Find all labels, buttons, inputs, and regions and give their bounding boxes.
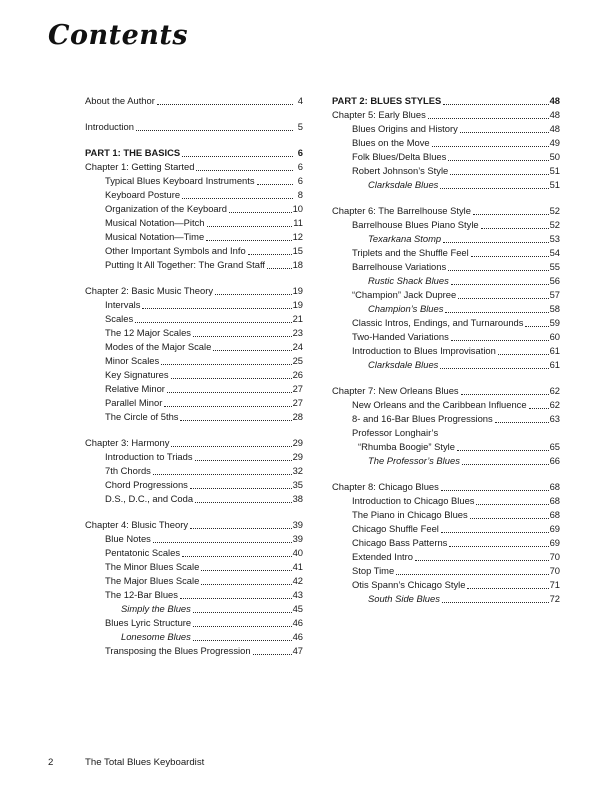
toc-group [85,120,303,134]
toc-entry-page: 46 [292,617,303,628]
toc-entry-page: 61 [549,345,560,356]
toc-entry-label: Chapter 7: New Orleans Blues [332,385,459,396]
leader-dots [471,204,550,218]
leader-dots [465,578,549,592]
toc-entry [85,602,303,616]
leader-dots [227,202,293,216]
leader-dots [474,494,549,508]
toc-entry [332,494,560,508]
toc-entry-page: 68 [549,509,560,520]
toc-entry-label: Professor Longhair’s [352,427,439,438]
toc-entry-label: Blues Lyric Structure [105,617,192,628]
toc-entry-page: 5 [297,121,303,132]
toc-entry [85,146,303,160]
toc-entry-label: Organization of the Keyboard [105,203,227,214]
leader-dots [155,94,294,108]
toc-group [85,436,303,506]
toc-entry [85,368,303,382]
leader-dots [438,178,549,192]
toc-entry-page: 11 [293,217,303,228]
toc-entry-label: PART 2: BLUES STYLES [332,95,442,106]
toc-entry [332,288,560,302]
toc-entry-label: Chapter 8: Chicago Blues [332,481,439,492]
toc-entry [85,230,303,244]
toc-entry [85,258,303,272]
toc-entry-label: Chapter 2: Basic Music Theory [85,285,214,296]
toc-entry-page: 50 [549,151,560,162]
toc-entry-page: 59 [549,317,560,328]
footer-book-title: The Total Blues Keyboardist [85,757,205,768]
leader-dots [199,574,292,588]
toc-entry-label: PART 1: THE BASICS [85,147,181,158]
toc-entry-label: About the Author [85,95,155,106]
leader-dots [188,518,293,532]
leader-dots [180,146,294,160]
toc-entry [85,588,303,602]
toc-entry-page: 39 [292,533,303,544]
footer-page-number: 2 [48,757,54,768]
toc-entry-label: Keyboard Posture [105,189,181,200]
toc-entry-label: The Major Blues Scale [105,575,200,586]
leader-dots [455,440,550,454]
toc-entry-label: Chapter 5: Early Blues [332,109,426,120]
toc-entry-label: The Professor’s Blues [368,455,460,466]
toc-entry [85,450,303,464]
leader-dots [439,522,550,536]
toc-entry-page: 32 [292,465,303,476]
toc-entry-page: 23 [292,327,303,338]
toc-entry-page: 29 [292,437,303,448]
toc-entry [332,136,560,150]
leader-dots [443,302,549,316]
leader-dots [205,216,294,230]
leader-dots [426,108,550,122]
toc-entry-label: South Side Blues [368,593,440,604]
leader-dots [188,478,293,492]
leader-dots [446,260,549,274]
toc-entry [85,436,303,450]
toc-entry [85,382,303,396]
toc-entry-label: Typical Blues Keyboard Instruments [105,175,255,186]
toc-entry-page: 69 [549,537,560,548]
toc-entry-page: 25 [292,355,303,366]
toc-entry-label: Otis Spann’s Chicago Style [352,579,466,590]
toc-entry [85,354,303,368]
toc-entry [332,398,560,412]
toc-entry [332,384,560,398]
toc-entry-label: The Piano in Chicago Blues [352,509,468,520]
toc-entry [332,204,560,218]
leader-dots [211,340,292,354]
toc-entry-page: 27 [292,383,303,394]
toc-entry-label: Scales [105,313,134,324]
toc-entry-page: 61 [549,359,560,370]
toc-entry-label: Key Signatures [105,369,169,380]
toc-entry-label: Rustic Shack Blues [368,275,449,286]
toc-entry-page: 27 [292,397,303,408]
toc-entry [85,312,303,326]
toc-entry [332,480,560,494]
toc-entry-label: Chapter 3: Harmony [85,437,170,448]
toc-entry [85,574,303,588]
leader-dots [448,164,549,178]
toc-entry-page: 51 [549,165,560,176]
toc-entry-label: The Circle of 5ths [105,411,179,422]
toc-entry-label: Chapter 1: Getting Started [85,161,195,172]
toc-entry-label: Parallel Minor [105,397,163,408]
toc-entry-label: D.S., D.C., and Coda [105,493,194,504]
toc-entry-page: 58 [549,303,560,314]
leader-dots [255,174,294,188]
leader-dots [191,602,293,616]
toc-entry [332,564,560,578]
toc-entry [85,396,303,410]
toc-entry-label: Transposing the Blues Progression [105,645,251,656]
toc-entry-page: 19 [292,285,303,296]
leader-dots [191,326,293,340]
toc-group [85,94,303,108]
toc-entry [332,108,560,122]
toc-entry-label: Clarksdale Blues [368,179,439,190]
leader-dots [246,244,293,258]
toc-entry-label: Lonesome Blues [121,631,191,642]
leader-dots [441,94,549,108]
toc-entry [85,340,303,354]
toc-entry-label: Classic Intros, Endings, and Turnarounds [352,317,524,328]
toc-entry [85,188,303,202]
toc-entry-page: 19 [292,299,303,310]
toc-entry-label: Musical Notation—Time [105,231,205,242]
toc-entry-page: 48 [549,109,560,120]
toc-entry-label: Texarkana Stomp [368,233,442,244]
toc-entry-page: 62 [549,399,560,410]
toc-entry-page: 18 [292,259,303,270]
toc-entry-label: Robert Johnson’s Style [352,165,449,176]
leader-dots [251,644,293,658]
toc-entry-page: 39 [292,519,303,530]
toc-entry [332,522,560,536]
toc-entry-label: The 12 Major Scales [105,327,191,338]
toc-entry [332,246,560,260]
toc-entry-page: 52 [549,205,560,216]
leader-dots [204,230,292,244]
leader-dots [134,120,294,134]
toc-entry-page: 6 [297,147,303,158]
toc-entry-page: 28 [292,411,303,422]
toc-entry-page: 49 [549,137,560,148]
toc-group [332,480,560,606]
toc-entry [332,426,560,440]
leader-dots [441,232,549,246]
leader-dots [194,160,294,174]
toc-entry-page: 48 [549,123,560,134]
toc-entry [332,550,560,564]
toc-entry-page: 6 [297,161,303,172]
toc-entry [332,454,560,468]
toc-entry [332,274,560,288]
toc-entry-page: 42 [292,575,303,586]
leader-dots [458,122,550,136]
toc-entry-page: 53 [549,233,560,244]
leader-dots [193,450,293,464]
toc-entry-page: 8 [297,189,303,200]
toc-entry-label: Modes of the Major Scale [105,341,212,352]
leader-dots [447,536,549,550]
toc-entry-label: “Rhumba Boogie” Style [358,441,455,452]
toc-entry-page: 47 [292,645,303,656]
toc-entry-label: Introduction [85,121,134,132]
toc-entry [85,464,303,478]
toc-entry-page: 45 [292,603,303,614]
toc-entry-label: Introduction to Triads [105,451,193,462]
toc-entry [85,284,303,298]
leader-dots [151,532,293,546]
toc-entry [85,160,303,174]
toc-entry [85,202,303,216]
toc-entry-page: 15 [292,245,303,256]
toc-entry-label: Chapter 4: Blusic Theory [85,519,189,530]
toc-group [332,94,560,192]
leader-dots [265,258,293,272]
leader-dots [440,592,550,606]
toc-entry [85,410,303,424]
toc-entry-page: 41 [292,561,303,572]
toc-entry-label: Intervals [105,299,141,310]
toc-entry-label: 7th Chords [105,465,151,476]
toc-entry [332,232,560,246]
leader-dots [178,410,292,424]
leader-dots [151,464,293,478]
toc-entry-label: Champion’s Blues [368,303,444,314]
toc-entry-page: 40 [292,547,303,558]
toc-entry [332,178,560,192]
toc-entry [85,478,303,492]
leader-dots [438,358,549,372]
leader-dots [180,188,294,202]
toc-entry-page: 48 [549,95,560,106]
toc-entry [332,218,560,232]
toc-entry-label: 8- and 16-Bar Blues Progressions [352,413,493,424]
toc-entry-page: 21 [292,313,303,324]
toc-entry [85,616,303,630]
toc-entry [332,592,560,606]
toc-entry-page: 70 [549,565,560,576]
leader-dots [479,218,550,232]
toc-entry-label: Musical Notation—Pitch [105,217,205,228]
leader-dots [165,382,293,396]
toc-entry-label: Barrelhouse Variations [352,261,447,272]
toc-entry-label: Blue Notes [105,533,151,544]
toc-entry-label: Blues on the Move [352,137,430,148]
leader-dots [496,344,550,358]
toc-entry-page: 26 [292,369,303,380]
toc-entry-label: Two-Handed Variations [352,331,449,342]
toc-group [85,284,303,424]
toc-entry-page: 51 [549,179,560,190]
toc-entry-page: 68 [549,481,560,492]
toc-entry-page: 38 [292,493,303,504]
toc-entry-page: 35 [292,479,303,490]
leader-dots [162,396,292,410]
toc-entry-label: “Champion” Jack Dupree [352,289,457,300]
toc-entry-page: 63 [549,413,560,424]
leader-dots [133,312,292,326]
toc-column-left [85,94,303,658]
toc-entry-page: 66 [549,455,560,466]
toc-entry-page: 69 [549,523,560,534]
toc-column-right [332,94,560,606]
toc-entry [332,440,560,454]
toc-entry-label: Triplets and the Shuffle Feel [352,247,469,258]
leader-dots [191,630,293,644]
toc-entry-label: Chicago Bass Patterns [352,537,448,548]
toc-entry [85,174,303,188]
toc-entry-label: Simply the Blues [121,603,191,614]
toc-entry-page: 57 [549,289,560,300]
toc-entry [332,412,560,426]
toc-entry [85,546,303,560]
toc-entry-label: Introduction to Blues Improvisation [352,345,496,356]
toc-group [332,384,560,468]
toc-entry [332,164,560,178]
toc-entry-label: Minor Scales [105,355,160,366]
toc-entry-page: 55 [549,261,560,272]
leader-dots [446,150,549,164]
leader-dots [469,246,550,260]
leader-dots [460,454,550,468]
toc-entry-page: 24 [292,341,303,352]
toc-entry-page: 62 [549,385,560,396]
toc-entry-page: 68 [549,495,560,506]
toc-entry-label: Folk Blues/Delta Blues [352,151,447,162]
toc-group [85,518,303,658]
toc-entry-page: 46 [292,631,303,642]
toc-entry-page: 70 [549,551,560,562]
leader-dots [180,546,293,560]
toc-entry [85,630,303,644]
toc-entry [332,302,560,316]
leader-dots [191,616,292,630]
toc-entry [85,560,303,574]
toc-entry-page: 71 [549,579,560,590]
toc-entry [332,578,560,592]
leader-dots [449,330,550,344]
leader-dots [159,354,292,368]
toc-entry [85,244,303,258]
toc-entry-label: Barrelhouse Blues Piano Style [352,219,479,230]
toc-entry-page: 4 [297,95,303,106]
toc-entry-page: 60 [549,331,560,342]
leader-dots [213,284,293,298]
toc-entry [85,94,303,108]
toc-entry-page: 12 [292,231,303,242]
toc-entry-page: 6 [297,175,303,186]
leader-dots [459,384,550,398]
toc-entry [332,316,560,330]
toc-columns [85,94,560,658]
toc-entry [85,216,303,230]
leader-dots [439,480,550,494]
toc-entry [85,644,303,658]
leader-dots [449,274,550,288]
toc-entry-label: Pentatonic Scales [105,547,181,558]
page-title: Contents [48,20,189,51]
toc-entry-label: Chapter 6: The Barrelhouse Style [332,205,471,216]
toc-entry-page: 43 [292,589,303,600]
toc-entry [85,298,303,312]
toc-entry-page: 10 [292,203,303,214]
toc-entry [85,326,303,340]
toc-entry-page: 56 [549,275,560,286]
leader-dots [493,412,550,426]
leader-dots [468,508,550,522]
toc-entry [332,150,560,164]
toc-entry [332,344,560,358]
leader-dots [169,436,292,450]
toc-entry-label: The 12-Bar Blues [105,589,178,600]
toc-entry-page: 29 [292,451,303,462]
toc-entry [332,536,560,550]
leader-dots [193,492,293,506]
toc-entry-label: Stop Time [352,565,395,576]
toc-group [85,146,303,272]
toc-entry-label: Chicago Shuffle Feel [352,523,439,534]
toc-entry-page: 52 [549,219,560,230]
toc-entry [85,120,303,134]
leader-dots [140,298,292,312]
leader-dots [169,368,293,382]
leader-dots [430,136,550,150]
toc-entry-label: New Orleans and the Caribbean Influence [352,399,527,410]
toc-entry-label: Other Important Symbols and Info [105,245,246,256]
leader-dots [523,316,549,330]
toc-entry [332,94,560,108]
toc-entry [332,358,560,372]
toc-entry [85,532,303,546]
toc-group [332,204,560,372]
toc-entry-label: Putting It All Together: The Grand Staff [105,259,265,270]
toc-entry-label: Chord Progressions [105,479,188,490]
leader-dots [456,288,549,302]
leader-dots [199,560,292,574]
toc-entry-page: 65 [549,441,560,452]
toc-entry [332,260,560,274]
toc-entry-label: Extended Intro [352,551,413,562]
toc-entry [332,330,560,344]
page-footer [48,757,204,768]
leader-dots [394,564,549,578]
toc-entry-label: The Minor Blues Scale [105,561,200,572]
toc-entry-label: Blues Origins and History [352,123,458,134]
toc-entry-label: Introduction to Chicago Blues [352,495,475,506]
leader-dots [178,588,293,602]
toc-entry-page: 54 [549,247,560,258]
toc-entry-label: Relative Minor [105,383,165,394]
toc-entry-label: Clarksdale Blues [368,359,439,370]
leader-dots [413,550,550,564]
toc-entry [332,508,560,522]
toc-entry-page: 72 [549,593,560,604]
toc-entry [332,122,560,136]
toc-entry [85,518,303,532]
toc-entry [85,492,303,506]
leader-dots [527,398,550,412]
